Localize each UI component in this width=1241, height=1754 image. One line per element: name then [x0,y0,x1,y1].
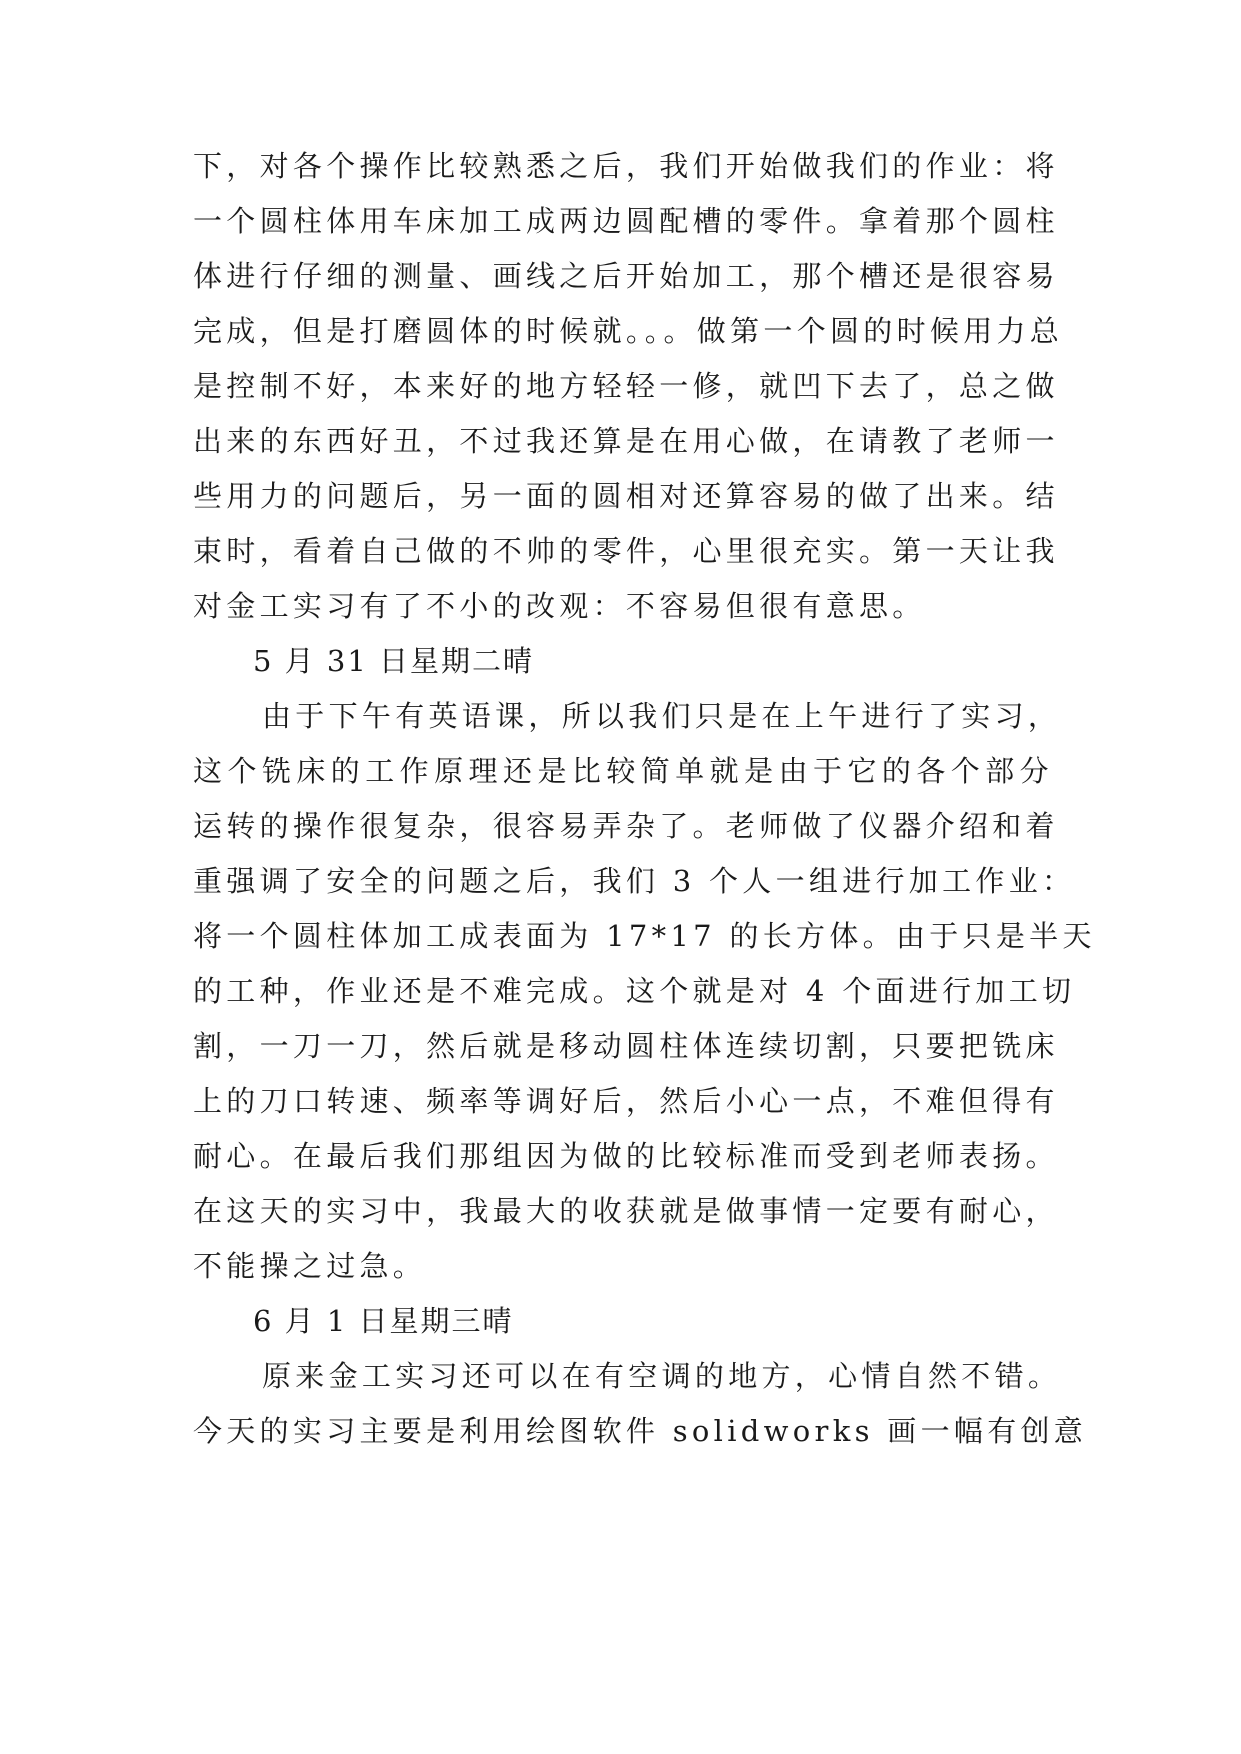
text-line: 完成，但是打磨圆体的时候就。。。做第一个圆的时候用力总 [193,314,1064,348]
text-line: 运转的操作很复杂，很容易弄杂了。老师做了仪器介绍和着 [193,809,1059,843]
text-line: 是控制不好，本来好的地方轻轻一修，就凹下去了，总之做 [193,369,1059,403]
text-line: 些用力的问题后，另一面的圆相对还算容易的做了出来。结 [193,479,1059,513]
text-line: 一个圆柱体用车床加工成两边圆配槽的零件。拿着那个圆柱 [193,204,1059,238]
paragraph-first-line: 由于下午有英语课，所以我们只是在上午进行了实习， [262,699,1062,733]
text-line: 不能操之过急。 [193,1249,427,1283]
text-line: 这个铣床的工作原理还是比较简单就是由于它的各个部分 [193,754,1053,788]
text-line: 重强调了安全的问题之后，我们 3 个人一组进行加工作业： [193,864,1076,898]
text-line: 束时，看着自己做的不帅的零件，心里很充实。第一天让我 [193,534,1059,568]
text-line: 对金工实习有了不小的改观：不容易但很有意思。 [193,589,926,623]
text-line: 的工种，作业还是不难完成。这个就是对 4 个面进行加工切 [193,974,1076,1008]
date-heading: 5 月 31 日星期二晴 [253,644,535,678]
text-line: 体进行仔细的测量、画线之后开始加工，那个槽还是很容易 [193,259,1059,293]
text-line: 出来的东西好丑，不过我还算是在用心做，在请教了老师一 [193,424,1059,458]
text-line: 耐心。在最后我们那组因为做的比较标准而受到老师表扬。 [193,1139,1059,1173]
paragraph-first-line: 原来金工实习还可以在有空调的地方，心情自然不错。 [262,1359,1062,1393]
text-line: 割，一刀一刀，然后就是移动圆柱体连续切割，只要把铣床 [193,1029,1059,1063]
text-line: 下，对各个操作比较熟悉之后，我们开始做我们的作业：将 [193,149,1059,183]
text-line: 今天的实习主要是利用绘图软件 solidworks 画一幅有创意 [193,1414,1088,1448]
text-line: 在这天的实习中，我最大的收获就是做事情一定要有耐心， [193,1194,1059,1228]
text-line: 将一个圆柱体加工成表面为 17*17 的长方体。由于只是半天 [193,919,1096,953]
date-heading: 6 月 1 日星期三晴 [253,1304,514,1338]
text-line: 上的刀口转速、频率等调好后，然后小心一点，不难但得有 [193,1084,1059,1118]
